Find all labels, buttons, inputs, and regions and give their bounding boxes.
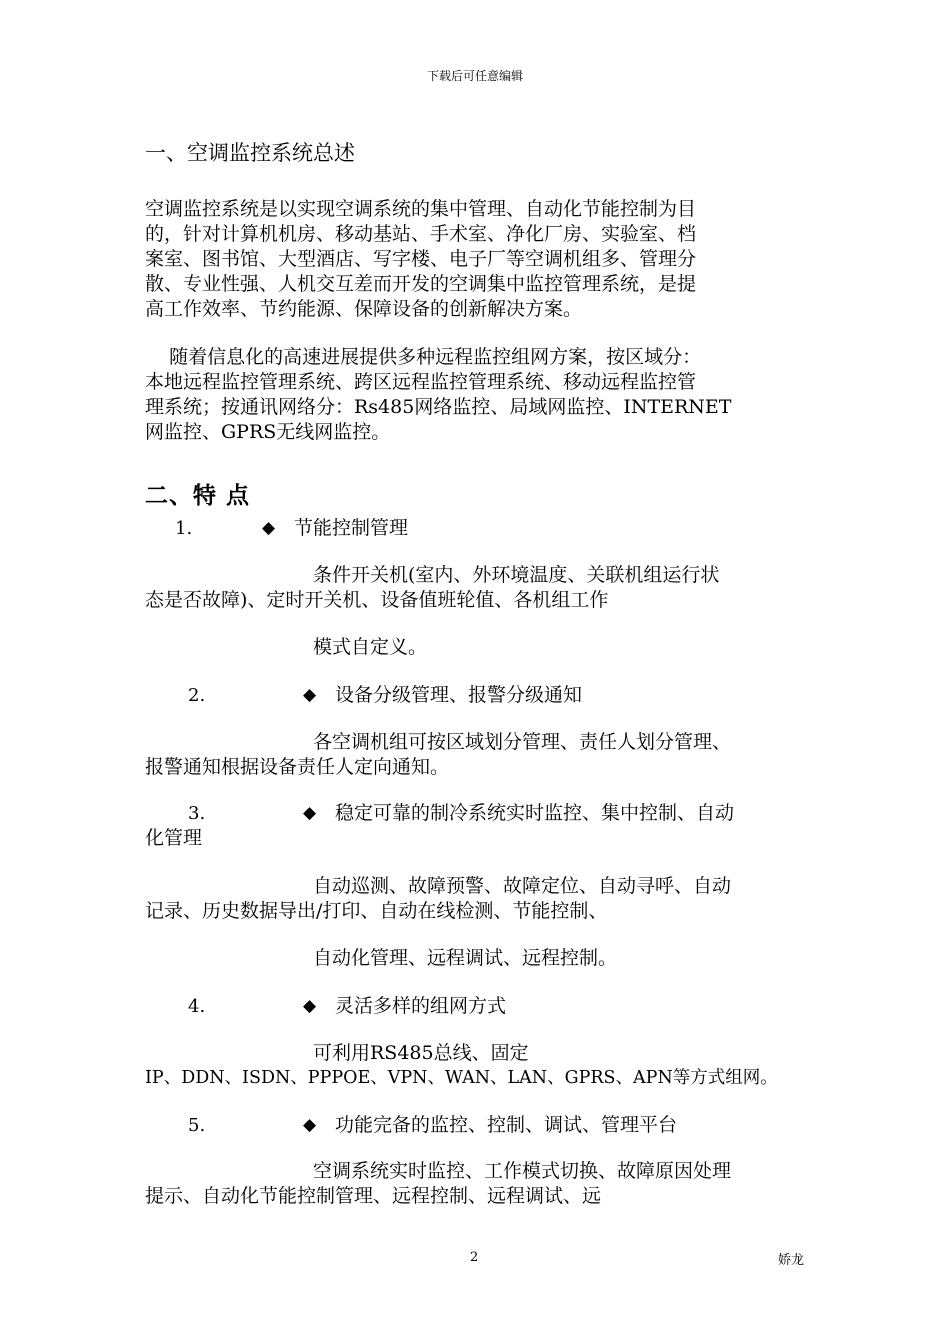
- paragraph-line: 网监控、GPRS无线网监控。: [145, 421, 391, 443]
- item-description: 空调系统实时监控、工作模式切换、故障原因处理: [313, 1160, 732, 1182]
- section-2-title: 二、特 点: [145, 482, 251, 509]
- diamond-bullet-icon: ◆: [303, 685, 317, 705]
- item-number: 4.: [188, 996, 206, 1017]
- paragraph-line: 随着信息化的高速进展提供多种远程监控组网方案，按区域分：: [145, 346, 702, 368]
- paragraph-line: 案室、图书馆、大型酒店、写字楼、电子厂等空调机组多、管理分: [145, 248, 697, 270]
- item-title: 稳定可靠的制冷系统实时监控、集中控制、自动: [335, 802, 735, 824]
- item-number: 3.: [188, 803, 206, 824]
- section-1-title: 一、空调监控系统总述: [145, 141, 355, 165]
- item-title-continued: 化管理: [145, 827, 203, 849]
- item-number: 5.: [188, 1115, 206, 1136]
- item-description: 提示、自动化节能控制管理、远程控制、远程调试、远: [145, 1185, 602, 1207]
- paragraph-line: 散、专业性强、人机交互差而开发的空调集中监控管理系统，是提: [145, 273, 697, 295]
- item-description: IP、DDN、ISDN、PPPOE、VPN、WAN、LAN、GPRS、APN等方式组网。: [145, 1068, 778, 1088]
- item-description: 记录、历史数据导出/打印、自动在线检测、节能控制、: [145, 900, 608, 922]
- item-description: 各空调机组可按区域划分管理、责任人划分管理、: [313, 731, 732, 753]
- item-title: 功能完备的监控、控制、调试、管理平台: [335, 1114, 678, 1136]
- diamond-bullet-icon: ◆: [303, 1115, 317, 1135]
- diamond-bullet-icon: ◆: [262, 518, 276, 538]
- paragraph-line: 本地远程监控管理系统、跨区远程监控管理系统、移动远程监控管: [145, 371, 697, 393]
- page-header: 下载后可任意编辑: [426, 69, 523, 83]
- item-number: 1.: [175, 518, 193, 539]
- diamond-bullet-icon: ◆: [303, 803, 317, 823]
- item-description: 自动化管理、远程调试、远程控制。: [313, 947, 618, 969]
- item-number: 2.: [188, 685, 206, 706]
- paragraph-line: 高工作效率、节约能源、保障设备的创新解决方案。: [145, 298, 583, 320]
- diamond-bullet-icon: ◆: [303, 996, 317, 1016]
- footer-author: 娇龙: [778, 1253, 805, 1268]
- item-title: 节能控制管理: [294, 517, 409, 539]
- item-description: 态是否故障)、定时开关机、设备值班轮值、各机组工作: [145, 589, 609, 611]
- item-title: 灵活多样的组网方式: [335, 995, 507, 1017]
- item-description: 可利用RS485总线、固定: [313, 1042, 529, 1064]
- paragraph-line: 空调监控系统是以实现空调系统的集中管理、自动化节能控制为目: [145, 198, 697, 220]
- item-description: 模式自定义。: [313, 636, 428, 658]
- item-description: 自动巡测、故障预警、故障定位、自动寻呼、自动: [313, 875, 732, 897]
- page-number: 2: [470, 1250, 479, 1265]
- paragraph-line: 的，针对计算机机房、移动基站、手术室、净化厂房、实验室、档: [145, 223, 697, 245]
- item-description: 条件开关机(室内、外环境温度、关联机组运行状: [313, 564, 720, 586]
- item-title: 设备分级管理、报警分级通知: [335, 684, 583, 706]
- paragraph-line: 理系统；按通讯网络分：Rs485网络监控、局域网监控、INTERNET: [145, 396, 732, 418]
- item-description: 报警通知根据设备责任人定向通知。: [145, 756, 450, 778]
